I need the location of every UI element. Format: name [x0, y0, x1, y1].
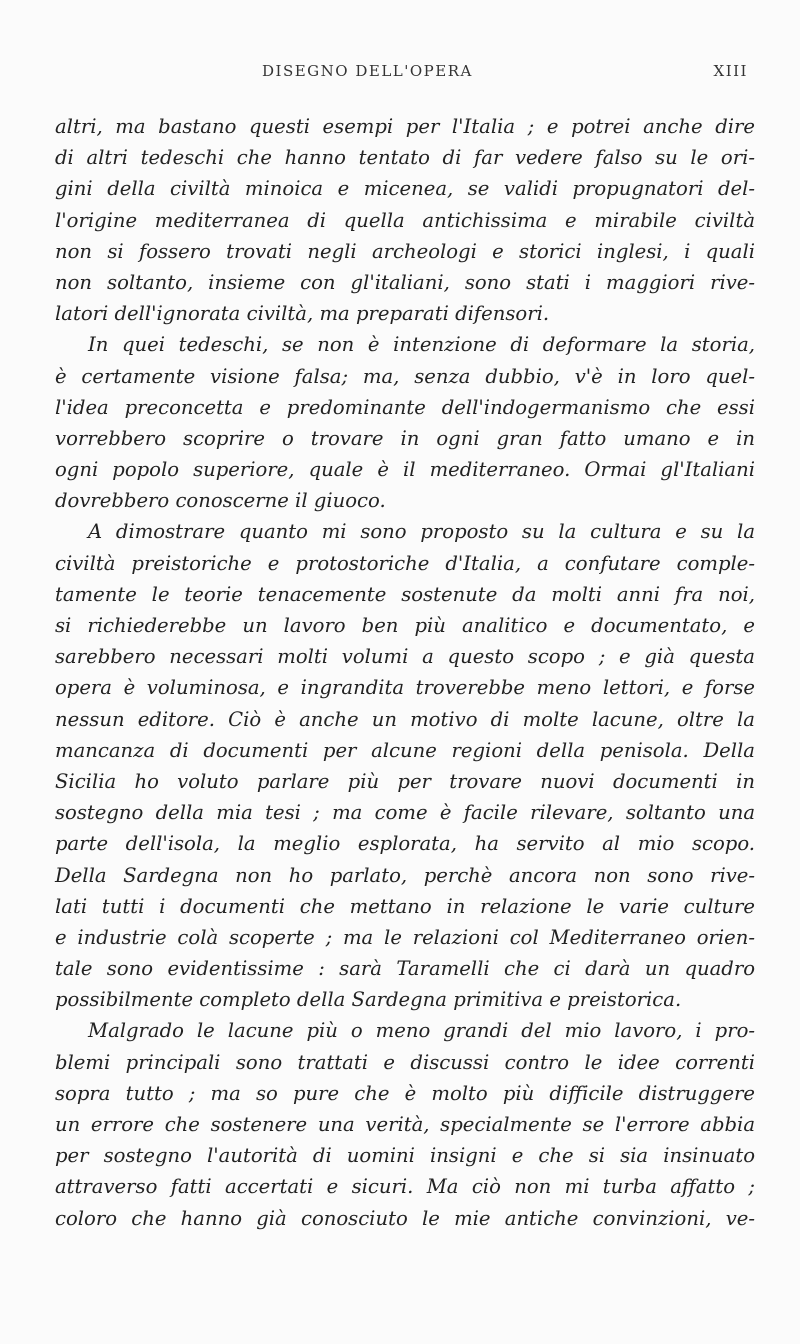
running-head	[0, 62, 800, 86]
text-line: non si fossero trovati negli archeologi e storici inglesi, i quali	[55, 239, 755, 263]
text-line: lati tutti i documenti che mettano in relazione le varie culture	[55, 894, 755, 918]
text-line: è certamente visione falsa; ma, senza dubbio, v'è in loro quel-	[55, 364, 755, 388]
text-line: blemi principali sono trattati e discussi contro le idee correnti	[55, 1050, 755, 1074]
paragraph-start-line: Malgrado le lacune più o meno grandi del mio lavoro, i pro-	[88, 1019, 755, 1043]
text-line: opera è voluminosa, e ingrandita troverebbe meno lettori, e forse	[55, 676, 755, 700]
text-line: latori dell'ignorata civiltà, ma preparati difensori.	[55, 302, 550, 326]
text-line: un errore che sostenere una verità, specialmente se l'errore abbia	[55, 1113, 755, 1136]
page-number: XIII	[713, 62, 748, 80]
text-line: possibilmente completo della Sardegna primitiva e preistorica.	[55, 988, 682, 1012]
text-line: Sicilia ho voluto parlare più per trovare nuovi documenti in	[55, 769, 755, 793]
text-line: mancanza di documenti per alcune regioni della penisola. Della	[55, 738, 755, 762]
text-line: vorrebbero scoprire o trovare in ogni gran fatto umano e in	[55, 426, 755, 450]
text-line: sopra tutto ; ma so pure che è molto più difficile distruggere	[55, 1081, 755, 1105]
text-line: sostegno della mia tesi ; ma come è facile rilevare, soltanto una	[55, 801, 755, 825]
running-head-title: DISEGNO DELL'OPERA	[262, 62, 473, 80]
text-line: dovrebbero conoscerne il giuoco.	[55, 489, 386, 513]
text-line: altri, ma bastano questi esempi per l'Italia ; e potrei anche dire	[55, 115, 755, 138]
text-line: l'origine mediterranea di quella antichissima e mirabile civiltà	[55, 208, 755, 232]
paragraph-start-line: In quei tedeschi, se non è intenzione di deformare la storia,	[88, 333, 755, 357]
body-text	[55, 111, 755, 1234]
text-line: nessun editore. Ciò è anche un motivo di molte lacune, oltre la	[55, 707, 755, 731]
text-line: si richiederebbe un lavoro ben più analitico e documentato, e	[55, 614, 755, 637]
text-line: non soltanto, insieme con gl'italiani, sono stati i maggiori rive-	[55, 270, 755, 294]
text-line: coloro che hanno già conosciuto le mie antiche convinzioni, ve-	[55, 1206, 755, 1230]
text-line: Della Sardegna non ho parlato, perchè ancora non sono rive-	[55, 863, 755, 887]
text-line: parte dell'isola, la meglio esplorata, ha servito al mio scopo.	[55, 832, 755, 856]
text-line: civiltà preistoriche e protostoriche d'Italia, a confutare comple-	[55, 551, 755, 575]
text-line: e industrie colà scoperte ; ma le relazioni col Mediterraneo orien-	[55, 925, 755, 949]
text-line: gini della civiltà minoica e micenea, se validi propugnatori del-	[55, 177, 755, 201]
text-line: per sostegno l'autorità di uomini insigni e che si sia insinuato	[55, 1144, 755, 1168]
text-line: tale sono evidentissime : sarà Taramelli che ci darà un quadro	[55, 957, 755, 981]
text-line: attraverso fatti accertati e sicuri. Ma ciò non mi turba affatto ;	[55, 1175, 755, 1199]
text-line: sarebbero necessari molti volumi a questo scopo ; e già questa	[55, 645, 755, 669]
text-line: ogni popolo superiore, quale è il mediterraneo. Ormai gl'Italiani	[55, 458, 755, 482]
text-line: tamente le teorie tenacemente sostenute da molti anni fra noi,	[55, 582, 755, 606]
text-line: di altri tedeschi che hanno tentato di far vedere falso su le ori-	[55, 146, 755, 170]
paragraph-start-line: A dimostrare quanto mi sono proposto su la cultura e su la	[88, 520, 755, 544]
text-line: l'idea preconcetta e predominante dell'indogermanismo che essi	[55, 395, 755, 419]
